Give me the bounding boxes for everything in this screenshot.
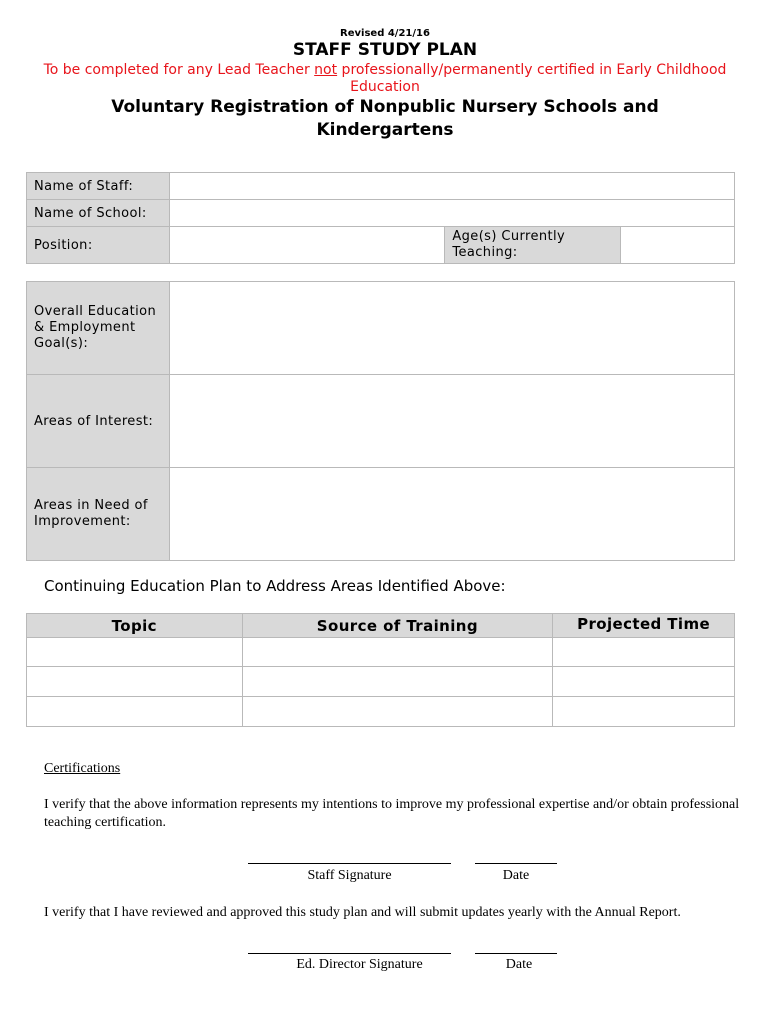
staff-info-table (26, 172, 735, 264)
revised-date: Revised 4/21/16 (340, 28, 430, 39)
source-of-training-header: Source of Training (242, 614, 553, 638)
name-of-staff-label: Name of Staff: (27, 173, 170, 200)
plan-header-row (27, 614, 735, 638)
topic-cell[interactable] (27, 667, 243, 697)
education-plan-table (26, 613, 735, 727)
continuing-education-heading: Continuing Education Plan to Address Areas Identified Above: (44, 577, 506, 595)
name-of-school-label: Name of School: (27, 200, 170, 227)
source-cell[interactable] (242, 667, 553, 697)
time-cell[interactable] (553, 697, 735, 727)
form-subtitle: Voluntary Registration of Nonpublic Nursery Schools and Kindergartens (111, 97, 659, 140)
source-cell[interactable] (242, 697, 553, 727)
goals-table (26, 281, 735, 561)
topic-cell[interactable] (27, 638, 243, 667)
staff-verification-statement: I verify that the above information represents my intentions to improve my professional expertise and/or obtain professional teaching certification. (44, 797, 740, 830)
areas-improvement-label: Areas in Need of Improvement: (27, 468, 170, 561)
director-date-line[interactable] (475, 953, 557, 954)
staff-name-row (27, 173, 735, 200)
table-row (27, 638, 735, 667)
staff-date-label: Date (502, 868, 530, 883)
director-signature-line[interactable] (248, 953, 451, 954)
director-verification-statement: I verify that I have reviewed and approved this study plan and will submit updates yearly with the Annual Report. (44, 905, 681, 920)
note-suffix: professionally/permanently certified in Early Childhood Education (337, 62, 727, 95)
staff-signature-line[interactable] (248, 863, 451, 864)
overall-goals-row (27, 282, 735, 375)
director-signature-label: Ed. Director Signature (296, 957, 423, 972)
table-row (27, 667, 735, 697)
name-of-school-field[interactable] (169, 200, 734, 227)
ages-teaching-label: Age(s) Currently Teaching: (445, 227, 621, 264)
position-label: Position: (27, 227, 170, 264)
topic-cell[interactable] (27, 697, 243, 727)
note-prefix: To be completed for any Lead Teacher (43, 62, 315, 78)
areas-of-interest-label: Areas of Interest: (27, 375, 170, 468)
topic-header: Topic (27, 614, 243, 638)
staff-date-line[interactable] (475, 863, 557, 864)
projected-time-header: Projected Time (553, 614, 735, 638)
areas-of-interest-field[interactable] (169, 375, 734, 468)
areas-of-interest-row (27, 375, 735, 468)
director-date-label: Date (505, 957, 533, 972)
school-name-row (27, 200, 735, 227)
staff-signature-label: Staff Signature (307, 868, 392, 883)
time-cell[interactable] (553, 667, 735, 697)
overall-goals-field[interactable] (169, 282, 734, 375)
position-row (27, 227, 735, 264)
certifications-heading: Certifications (44, 761, 121, 776)
time-cell[interactable] (553, 638, 735, 667)
ages-teaching-field[interactable] (621, 227, 735, 264)
overall-goals-label: Overall Education & Employment Goal(s): (27, 282, 170, 375)
note-emphasis: not (314, 62, 338, 78)
form-title: STAFF STUDY PLAN (292, 40, 478, 60)
improvement-row (27, 468, 735, 561)
table-row (27, 697, 735, 727)
source-cell[interactable] (242, 638, 553, 667)
position-field[interactable] (169, 227, 445, 264)
name-of-staff-field[interactable] (169, 173, 734, 200)
areas-improvement-field[interactable] (169, 468, 734, 561)
eligibility-note (40, 62, 730, 96)
